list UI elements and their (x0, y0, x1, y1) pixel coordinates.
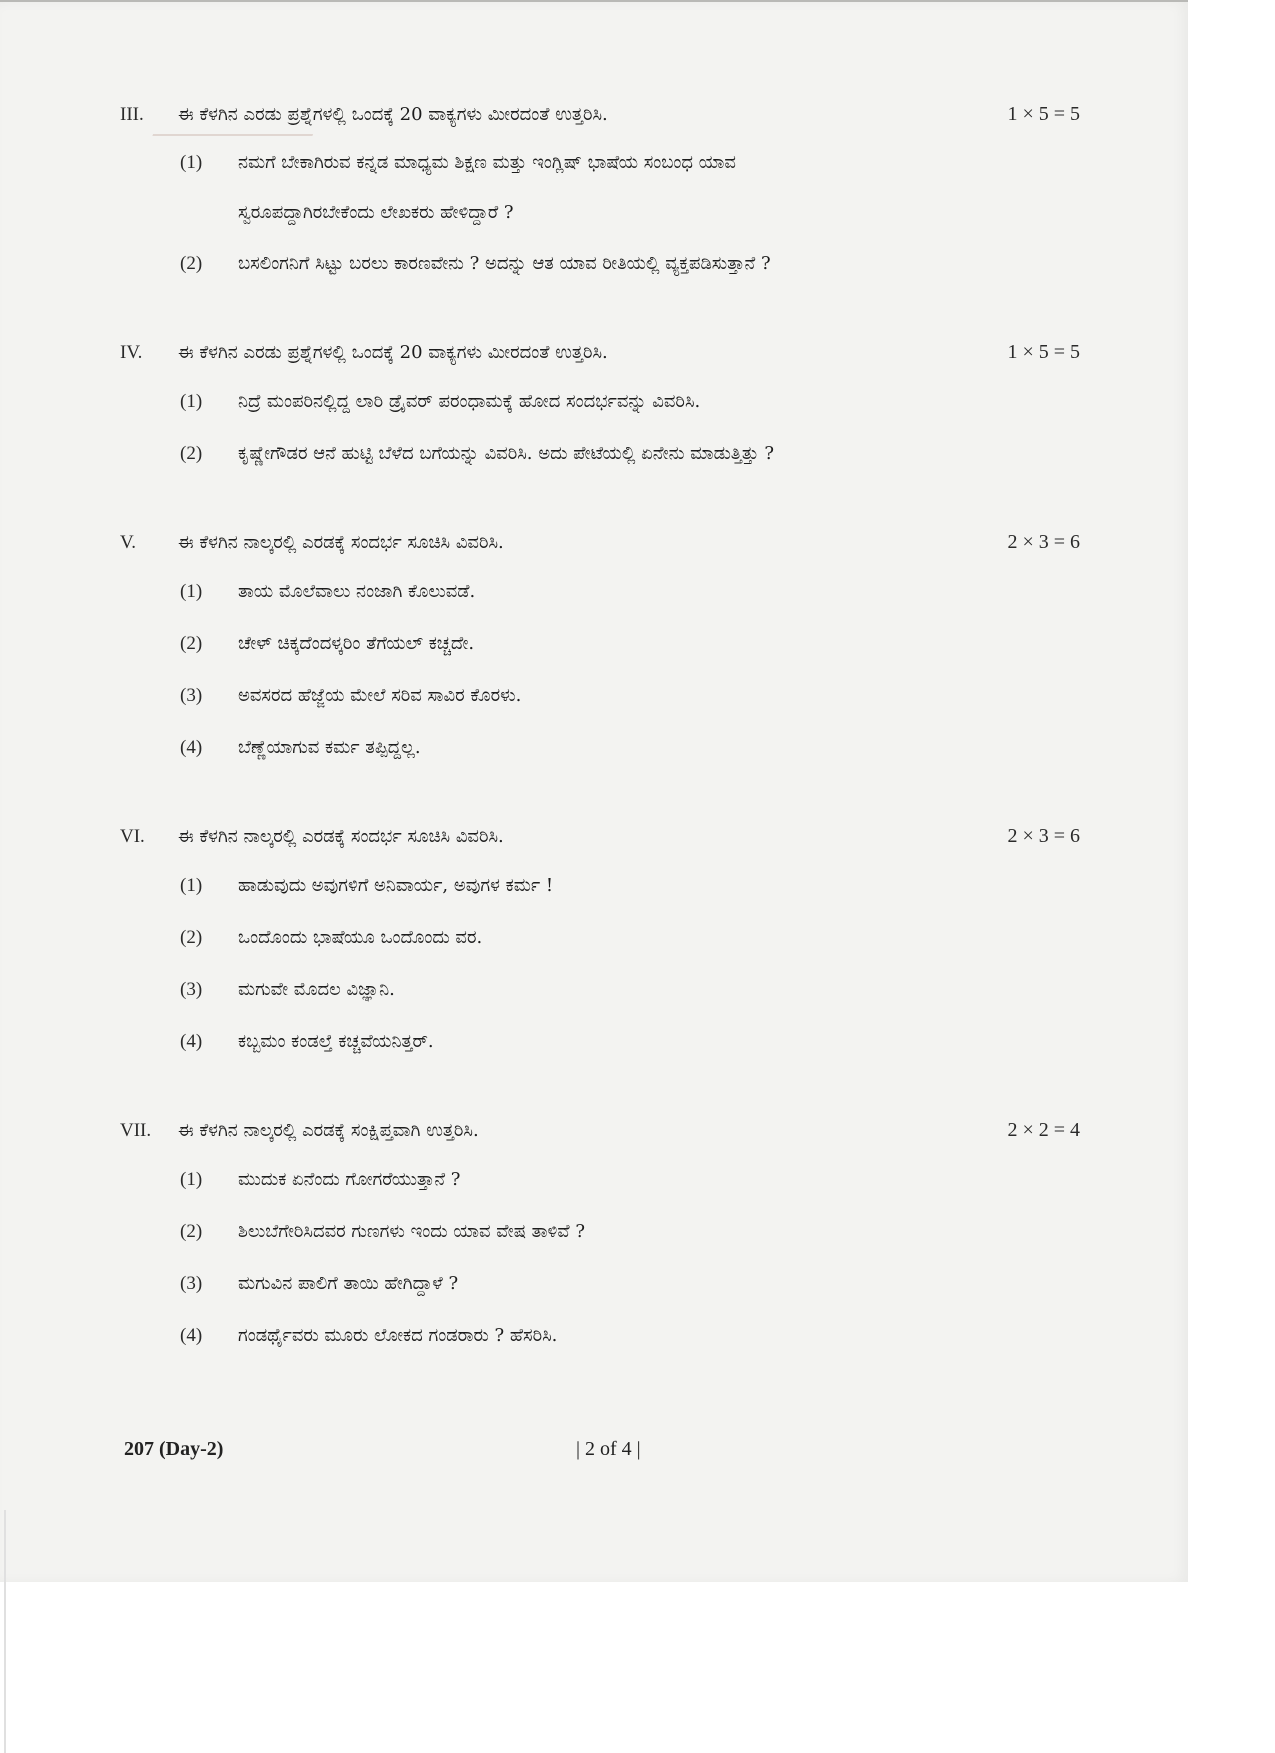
section-iv (120, 328, 1080, 480)
question-item (180, 860, 1080, 912)
question-text: ಒಂದೊಂದು ಭಾಷೆಯೂ ಒಂದೊಂದು ವರ. (238, 927, 483, 948)
question-item (180, 428, 1080, 480)
question-number: (2) (180, 443, 203, 464)
question-item (180, 566, 1080, 618)
question-item (180, 1016, 1080, 1068)
question-number: (1) (180, 391, 203, 412)
section-instruction: ಈ ಕೆಳಗಿನ ಎರಡು ಪ್ರಶ್ನೆಗಳಲ್ಲಿ ಒಂದಕ್ಕೆ 20 ವಾಕ್ಯಗಳು ಮೀರದಂತೆ ಉತ್ತರಿಸಿ. (178, 104, 608, 125)
question-text-line-1: ನಮಗೆ ಬೇಕಾಗಿರುವ ಕನ್ನಡ ಮಾಧ್ಯಮ ಶಿಕ್ಷಣ ಮತ್ತು ಇಂಗ್ಲಿಷ್ ಭಾಷೆಯ ಸಂಬಂಧ ಯಾವ (238, 152, 736, 173)
question-text: ಬೆಣ್ಣೆಯಾಗುವ ಕರ್ಮ ತಪ್ಪಿದ್ದಲ್ಲ. (238, 737, 421, 758)
question-paper-body (120, 90, 1080, 1362)
question-item (180, 722, 1080, 774)
section-numeral: VI. (120, 826, 145, 847)
question-number: (2) (180, 927, 203, 948)
question-list (120, 138, 1080, 290)
question-item (180, 1154, 1080, 1206)
paper-code: 207 (Day-2) (124, 1438, 224, 1460)
question-item (180, 670, 1080, 722)
question-item (180, 1258, 1080, 1310)
question-item (180, 618, 1080, 670)
section-marks: 1 × 5 = 5 (1007, 103, 1080, 125)
question-item (180, 912, 1080, 964)
question-text: ಅವಸರದ ಹೆಜ್ಜೆಯ ಮೇಲೆ ಸರಿವ ಸಾವಿರ ಕೊರಳು. (238, 685, 522, 706)
question-item (180, 1310, 1080, 1362)
question-number: (4) (180, 1325, 203, 1346)
question-number: (4) (180, 737, 203, 758)
question-text: ಹಾಡುವುದು ಅವುಗಳಿಗೆ ಅನಿವಾರ್ಯ, ಅವುಗಳ ಕರ್ಮ ! (238, 875, 554, 896)
section-numeral: IV. (120, 342, 143, 363)
section-numeral: III. (120, 104, 144, 125)
question-text: ಗಂಡರ್ಥೈವರು ಮೂರು ಲೋಕದ ಗಂಡರಾರು ? ಹೆಸರಿಸಿ. (238, 1325, 558, 1346)
question-number: (1) (180, 581, 203, 602)
question-number: (3) (180, 1273, 203, 1294)
question-number: (2) (180, 633, 203, 654)
question-text: ಮುದುಕ ಏನೆಂದು ಗೋಗರೆಯುತ್ತಾನೆ ? (238, 1169, 461, 1190)
page-edge-shadow (4, 1510, 6, 1753)
question-item (180, 964, 1080, 1016)
question-text: ಕಬ್ಬಮಂ ಕಂಡಲ್ತೆ ಕಚ್ಚವೆಯನಿತ್ತರ್. (238, 1031, 434, 1052)
question-number: (3) (180, 979, 203, 1000)
question-list (120, 860, 1080, 1068)
section-instruction: ಈ ಕೆಳಗಿನ ನಾಲ್ಕರಲ್ಲಿ ಎರಡಕ್ಕೆ ಸಂದರ್ಭ ಸೂಚಿಸಿ ವಿವರಿಸಿ. (178, 532, 504, 553)
question-item (180, 238, 1080, 290)
section-instruction: ಈ ಕೆಳಗಿನ ನಾಲ್ಕರಲ್ಲಿ ಎರಡಕ್ಕೆ ಸಂದರ್ಭ ಸೂಚಿಸಿ ವಿವರಿಸಿ. (178, 826, 504, 847)
question-number: (2) (180, 1221, 203, 1242)
page-footer (124, 1438, 1084, 1468)
section-v (120, 518, 1080, 774)
section-marks: 1 × 5 = 5 (1007, 341, 1080, 363)
section-header (120, 1106, 1080, 1154)
page-number: | 2 of 4 | (576, 1438, 641, 1460)
question-number: (4) (180, 1031, 203, 1052)
question-text: ಶಿಲುಬೆಗೇರಿಸಿದವರ ಗುಣಗಳು ಇಂದು ಯಾವ ವೇಷ ತಾಳಿವೆ ? (238, 1221, 586, 1242)
section-vi (120, 812, 1080, 1068)
section-vii (120, 1106, 1080, 1362)
question-text: ಬಸಲಿಂಗನಿಗೆ ಸಿಟ್ಟು ಬರಲು ಕಾರಣವೇನು ? ಅದನ್ನು ಆತ ಯಾವ ರೀತಿಯಲ್ಲಿ ವ್ಯಕ್ತಪಡಿಸುತ್ತಾನೆ ? (238, 253, 771, 274)
section-header (120, 812, 1080, 860)
question-list (120, 566, 1080, 774)
section-instruction: ಈ ಕೆಳಗಿನ ಎರಡು ಪ್ರಶ್ನೆಗಳಲ್ಲಿ ಒಂದಕ್ಕೆ 20 ವಾಕ್ಯಗಳು ಮೀರದಂತೆ ಉತ್ತರಿಸಿ. (178, 342, 608, 363)
question-text-line-2: ಸ್ವರೂಪದ್ದಾಗಿರಬೇಕೆಂದು ಲೇಖಕರು ಹೇಳಿದ್ದಾರೆ ? (238, 202, 514, 223)
section-header (120, 518, 1080, 566)
section-marks: 2 × 3 = 6 (1007, 531, 1080, 553)
question-number: (1) (180, 1169, 203, 1190)
question-list (120, 376, 1080, 480)
question-number: (1) (180, 875, 203, 896)
question-text: ಮಗುವೇ ಮೊದಲ ವಿಜ್ಞಾನಿ. (238, 979, 395, 1000)
section-instruction: ಈ ಕೆಳಗಿನ ನಾಲ್ಕರಲ್ಲಿ ಎರಡಕ್ಕೆ ಸಂಕ್ಷಿಪ್ತವಾಗಿ ಉತ್ತರಿಸಿ. (178, 1120, 479, 1141)
section-iii (120, 90, 1080, 290)
question-item (180, 376, 1080, 428)
section-header (120, 90, 1080, 138)
section-numeral: VII. (120, 1120, 152, 1141)
question-text: ತಾಯ ಮೊಲೆವಾಲು ನಂಜಾಗಿ ಕೊಲುವಡೆ. (238, 581, 476, 602)
question-text: ಕೃಷ್ಣೇಗೌಡರ ಆನೆ ಹುಟ್ಟಿ ಬೆಳೆದ ಬಗೆಯನ್ನು ವಿವರಿಸಿ. ಅದು ಪೇಟೆಯಲ್ಲಿ ಏನೇನು ಮಾಡುತ್ತಿತ್ತು ? (238, 443, 775, 464)
question-number: (2) (180, 253, 203, 274)
question-text: ಚೇಳ್ ಚಿಕ್ಕದೆಂದಳ್ಕರಿಂ ತೆಗೆಯಲ್ ಕಚ್ಚದೇ. (238, 633, 475, 654)
section-numeral: V. (120, 532, 137, 553)
question-list (120, 1154, 1080, 1362)
question-item (180, 138, 1080, 238)
question-text: ನಿದ್ರೆ ಮಂಪರಿನಲ್ಲಿದ್ದ ಲಾರಿ ಡ್ರೈವರ್ ಪರಂಧಾಮಕ್ಕೆ ಹೋದ ಸಂದರ್ಭವನ್ನು ವಿವರಿಸಿ. (238, 391, 701, 412)
question-item (180, 1206, 1080, 1258)
section-marks: 2 × 3 = 6 (1007, 825, 1080, 847)
question-number: (3) (180, 685, 203, 706)
question-number: (1) (180, 152, 203, 173)
section-marks: 2 × 2 = 4 (1007, 1119, 1080, 1141)
question-text: ಮಗುವಿನ ಪಾಲಿಗೆ ತಾಯಿ ಹೇಗಿದ್ದಾಳೆ ? (238, 1273, 459, 1294)
section-header (120, 328, 1080, 376)
question-text (238, 138, 1080, 238)
